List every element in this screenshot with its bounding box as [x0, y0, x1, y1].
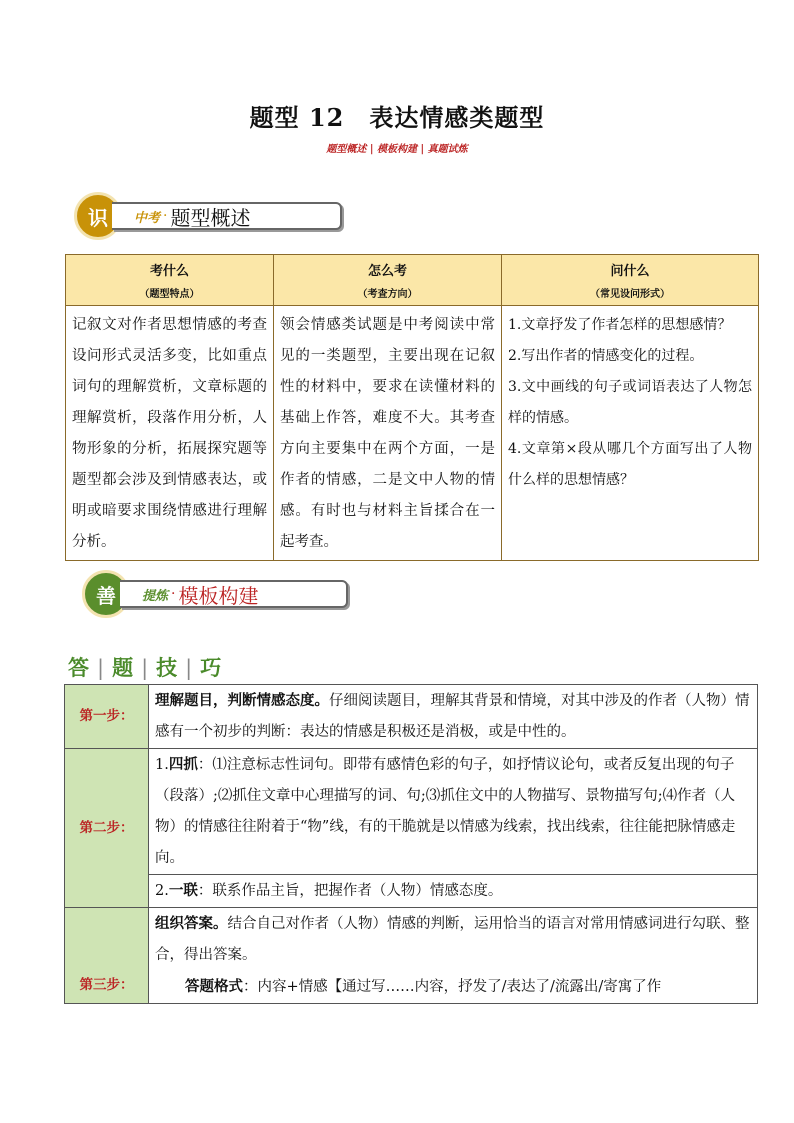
step-row-2b: [65, 875, 758, 908]
badge-dot: ·: [171, 586, 176, 602]
col-header-title: 考什么: [149, 264, 189, 279]
cell-what: 记叙文对作者思想情感的考查设问形式灵活多变，比如重点词句的理解赏析，文章标题的理解赏析，段落作用分析，人物形象的分析，拓展探究题等题型都会涉及到情感表达，或明或暗要求围绕情感进行理解分析。: [66, 306, 274, 561]
col-header-what: [66, 255, 274, 306]
overview-body-row: [66, 306, 759, 561]
skills-char: 答: [68, 655, 91, 680]
step-prefix: 1.: [155, 757, 169, 773]
skills-separator: |: [97, 656, 107, 680]
question-item: 3.文中画线的句子或词语表达了人物怎样的情感。: [508, 379, 752, 426]
question-item: 4.文章第×段从哪几个方面写出了人物什么样的思想情感？: [508, 441, 752, 488]
badge-dot: ·: [163, 208, 168, 224]
col-header-title: 怎么考: [367, 264, 407, 279]
steps-table: [64, 684, 758, 1004]
answer-format: [155, 971, 751, 1003]
step-text: 仔细阅读题目，理解其背景和情境，对其中涉及的作者（人物）情感有一个初步的判断：表达的情感是积极还是消极，或是中性的。: [155, 693, 750, 740]
page-subtitle: 题型概述 | 模板构建 | 真题试炼: [326, 144, 468, 155]
badge-tag: 中考: [134, 210, 161, 226]
format-text: ：内容+情感【通过写……内容，抒发了/表达了/流露出/寄寓了作: [243, 979, 662, 995]
badge-label: [112, 202, 342, 230]
step-bold: 组织答案。: [155, 915, 228, 932]
col-header-questions: [502, 255, 759, 306]
cell-questions: [502, 306, 759, 561]
step-label: 第二步：: [65, 749, 149, 908]
step-text: ：联系作品主旨，把握作者（人物）情感态度。: [197, 883, 503, 899]
skills-heading: [68, 652, 223, 682]
col-header-sub: （考查方向）: [357, 289, 418, 300]
step-row-3: [65, 908, 758, 1004]
step-content: [149, 875, 758, 908]
step-row-2a: [65, 749, 758, 875]
skills-char: 技: [156, 655, 180, 680]
col-header-sub: （常见设问形式）: [590, 289, 670, 300]
col-header-sub: （题型特点）: [139, 289, 200, 300]
badge-circle: 识: [74, 192, 122, 240]
step-label: 第三步：: [65, 908, 149, 1004]
badge-circle: 善: [82, 570, 130, 618]
skills-char: 巧: [200, 655, 224, 680]
step-row-1: [65, 685, 758, 749]
format-bold: 答题格式: [185, 978, 243, 995]
col-header-title: 问什么: [610, 264, 650, 279]
question-item: 1.文章抒发了作者怎样的思想感情？: [508, 317, 732, 333]
overview-table: [65, 254, 759, 561]
badge-tag: 提炼: [142, 588, 169, 604]
step-text: ：⑴注意标志性词句。即带有感情色彩的句子，如抒情议论句，或者反复出现的句子（段落）;⑵抓住文章中心理描写的词、句;⑶抓住文中的人物描写、景物描写句;⑷作者（人物）的情感往往附着于“物”线，有的干脆就是以情感为线索，找出线索，往往能把脉情感走向。: [155, 757, 736, 866]
step-bold: 理解题目，判断情感态度。: [155, 692, 329, 709]
badge-name: 模板构建: [178, 583, 259, 608]
step-content: [149, 908, 758, 1004]
step-content: [149, 749, 758, 875]
skills-separator: |: [141, 656, 151, 680]
badge-name: 题型概述: [170, 205, 251, 230]
badge-label: [120, 580, 348, 608]
step-bold: 四抓: [168, 756, 198, 773]
col-header-how: [274, 255, 502, 306]
question-item: 2.写出作者的情感变化的过程。: [508, 348, 704, 364]
step-text: 结合自己对作者（人物）情感的判断，运用恰当的语言对常用情感词进行勾联、整合，得出答案。: [155, 916, 750, 963]
step-bold: 一联: [168, 882, 198, 899]
step-content: [149, 685, 758, 749]
skills-char: 题: [112, 655, 136, 680]
overview-header-row: [66, 255, 759, 306]
cell-how: 领会情感类试题是中考阅读中常见的一类题型，主要出现在记叙性的材料中，要求在读懂材料的基础上作答，难度不大。其考查方向主要集中在两个方面，一是作者的情感，二是文中人物的情感。有时也与材料主旨揉合在一起考查。: [274, 306, 502, 561]
step-label: 第一步：: [65, 685, 149, 749]
page-title: 题型 12 表达情感类题型: [249, 103, 545, 132]
skills-separator: |: [185, 656, 195, 680]
step-prefix: 2.: [155, 883, 169, 899]
